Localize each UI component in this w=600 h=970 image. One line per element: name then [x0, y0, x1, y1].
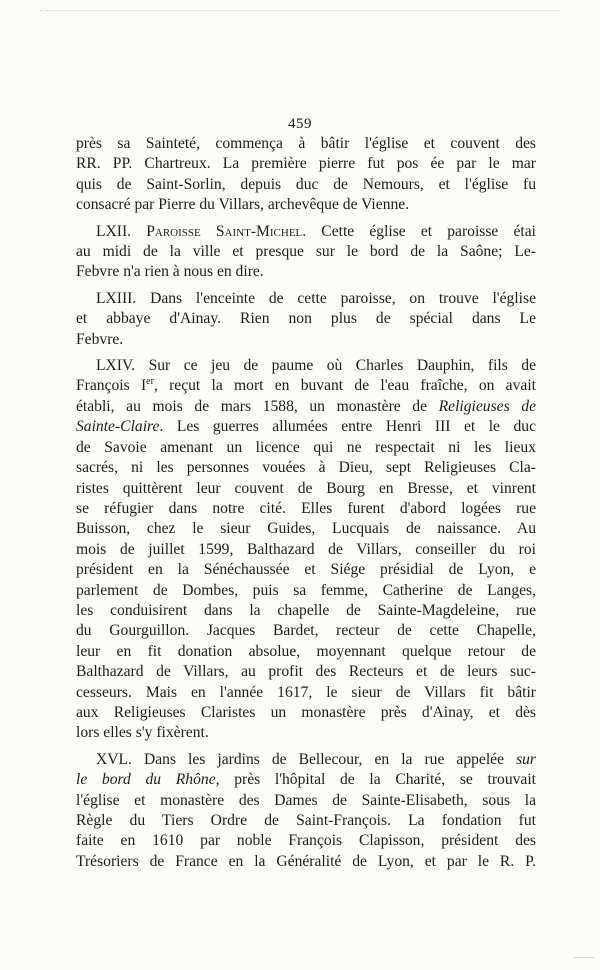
text-line: ristes quittèrent leur couvent de Bourg en Bresse, et vinrent — [76, 479, 536, 497]
text-line: Trésoriers de France en la Généralité de Lyon, et par le R. P. — [76, 852, 536, 870]
text-line: Febvre. — [76, 330, 124, 348]
text-line: leur en fit donation absolue, moyennant quelque retour de — [76, 642, 536, 660]
text-run: . Les guerres allumées entre Henri III et le duc — [159, 418, 536, 436]
text-run: . Cette église et paroisse étai — [302, 222, 537, 240]
page-edge-line — [40, 10, 560, 11]
text-line: RR. PP. Chartreux. La première pierre fut pos ée par le mar — [76, 155, 536, 173]
text-line: de Savoie amenant un licence qui ne respectait ni les lieux — [76, 438, 536, 456]
paragraph — [76, 750, 536, 872]
text-line: près sa Sainteté, commença à bâtir l'église et couvent des — [76, 135, 536, 152]
italic-run: sur — [516, 750, 536, 768]
text-line: l'église et monastère des Dames de Sainte-Elisabeth, sous la — [76, 791, 536, 809]
text-line: les conduisirent dans la chapelle de Sainte-Magdeleine, rue — [76, 601, 536, 619]
text-line — [76, 770, 536, 790]
text-run: , près l'hôpital de la Charité, se trouvait — [215, 771, 536, 789]
text-run: , reçut la mort en buvant de l'eau fraîche, on avait — [153, 377, 536, 395]
text-line: faite en 1610 par noble François Clapisson, président des — [76, 832, 536, 850]
paragraph — [76, 289, 536, 350]
text-line: consacré par Pierre du Villars, archevêque de Vienne. — [76, 196, 410, 214]
text-line: se réfugier dans notre cité. Elles furent d'abord logées rue — [76, 499, 536, 517]
text-line: lors elles s'y fixèrent. — [76, 724, 209, 742]
text-line: Buisson, chez le sieur Guides, Lucquais de naissance. Au — [76, 520, 536, 538]
text-line: sacrés, ni les personnes vouées à Dieu, sept Religieuses Cla- — [76, 459, 536, 477]
text-line: parlement de Dombes, puis sa femme, Catherine de Langes, — [76, 581, 536, 599]
text-line — [76, 397, 536, 417]
text-line: au midi de la ville et presque sur le bord de la Saône; Le- — [76, 243, 536, 261]
text-line: Febvre n'a rien à nous en dire. — [76, 263, 264, 281]
text-line: LXIV. Sur ce jeu de paume où Charles Dauphin, fils de — [96, 357, 536, 375]
italic-run: Sainte-Claire — [76, 418, 160, 436]
body-text — [76, 134, 536, 878]
text-line: LXIII. Dans l'enceinte de cette paroisse, on trouve l'église — [96, 289, 536, 307]
text-line: du Gourguillon. Jacques Bardet, recteur de cette Chapelle, — [76, 622, 536, 640]
section-number: LXII. — [96, 222, 147, 240]
scan-edge-mark — [574, 957, 594, 958]
text-line: mois de juillet 1599, Balthazard de Villars, conseiller du roi — [76, 540, 536, 558]
text-line — [76, 376, 536, 396]
paragraph — [76, 134, 536, 216]
text-line: et abbaye d'Ainay. Rien non plus de spécial dans Le — [76, 310, 536, 328]
text-line — [76, 750, 536, 770]
italic-run: Religieuses de — [438, 397, 536, 415]
text-line: aux Religieuses Claristes un monastère près d'Ainay, et dès — [76, 703, 536, 721]
superscript: er — [146, 376, 154, 388]
page-number: 459 — [288, 116, 312, 132]
text-line: Règle du Tiers Ordre de Saint-François. La fondation fut — [76, 812, 536, 829]
text-line — [76, 222, 536, 242]
text-line: quis de Saint-Sorlin, depuis duc de Nemours, et l'église fu — [76, 175, 536, 193]
section-heading: Paroisse Saint-Michel — [146, 222, 303, 240]
text-run: établi, au mois de mars 1588, un monastère de — [76, 397, 439, 415]
text-line: cesseurs. Mais en l'année 1617, le sieur de Villars fit bâtir — [76, 683, 536, 701]
text-run: XVL. Dans les jardins de Bellecour, en la rue appelée — [96, 750, 517, 768]
text-run: François I — [76, 377, 147, 395]
italic-run: le bord du Rhône — [76, 771, 216, 789]
text-line — [76, 417, 536, 437]
text-line: Balthazard de Villars, au profit des Recteurs et de leurs suc- — [76, 663, 536, 681]
paragraph — [76, 356, 536, 744]
paragraph — [76, 222, 536, 283]
text-line: président en la Sénéchaussée et Siége présidial de Lyon, e — [76, 561, 536, 579]
